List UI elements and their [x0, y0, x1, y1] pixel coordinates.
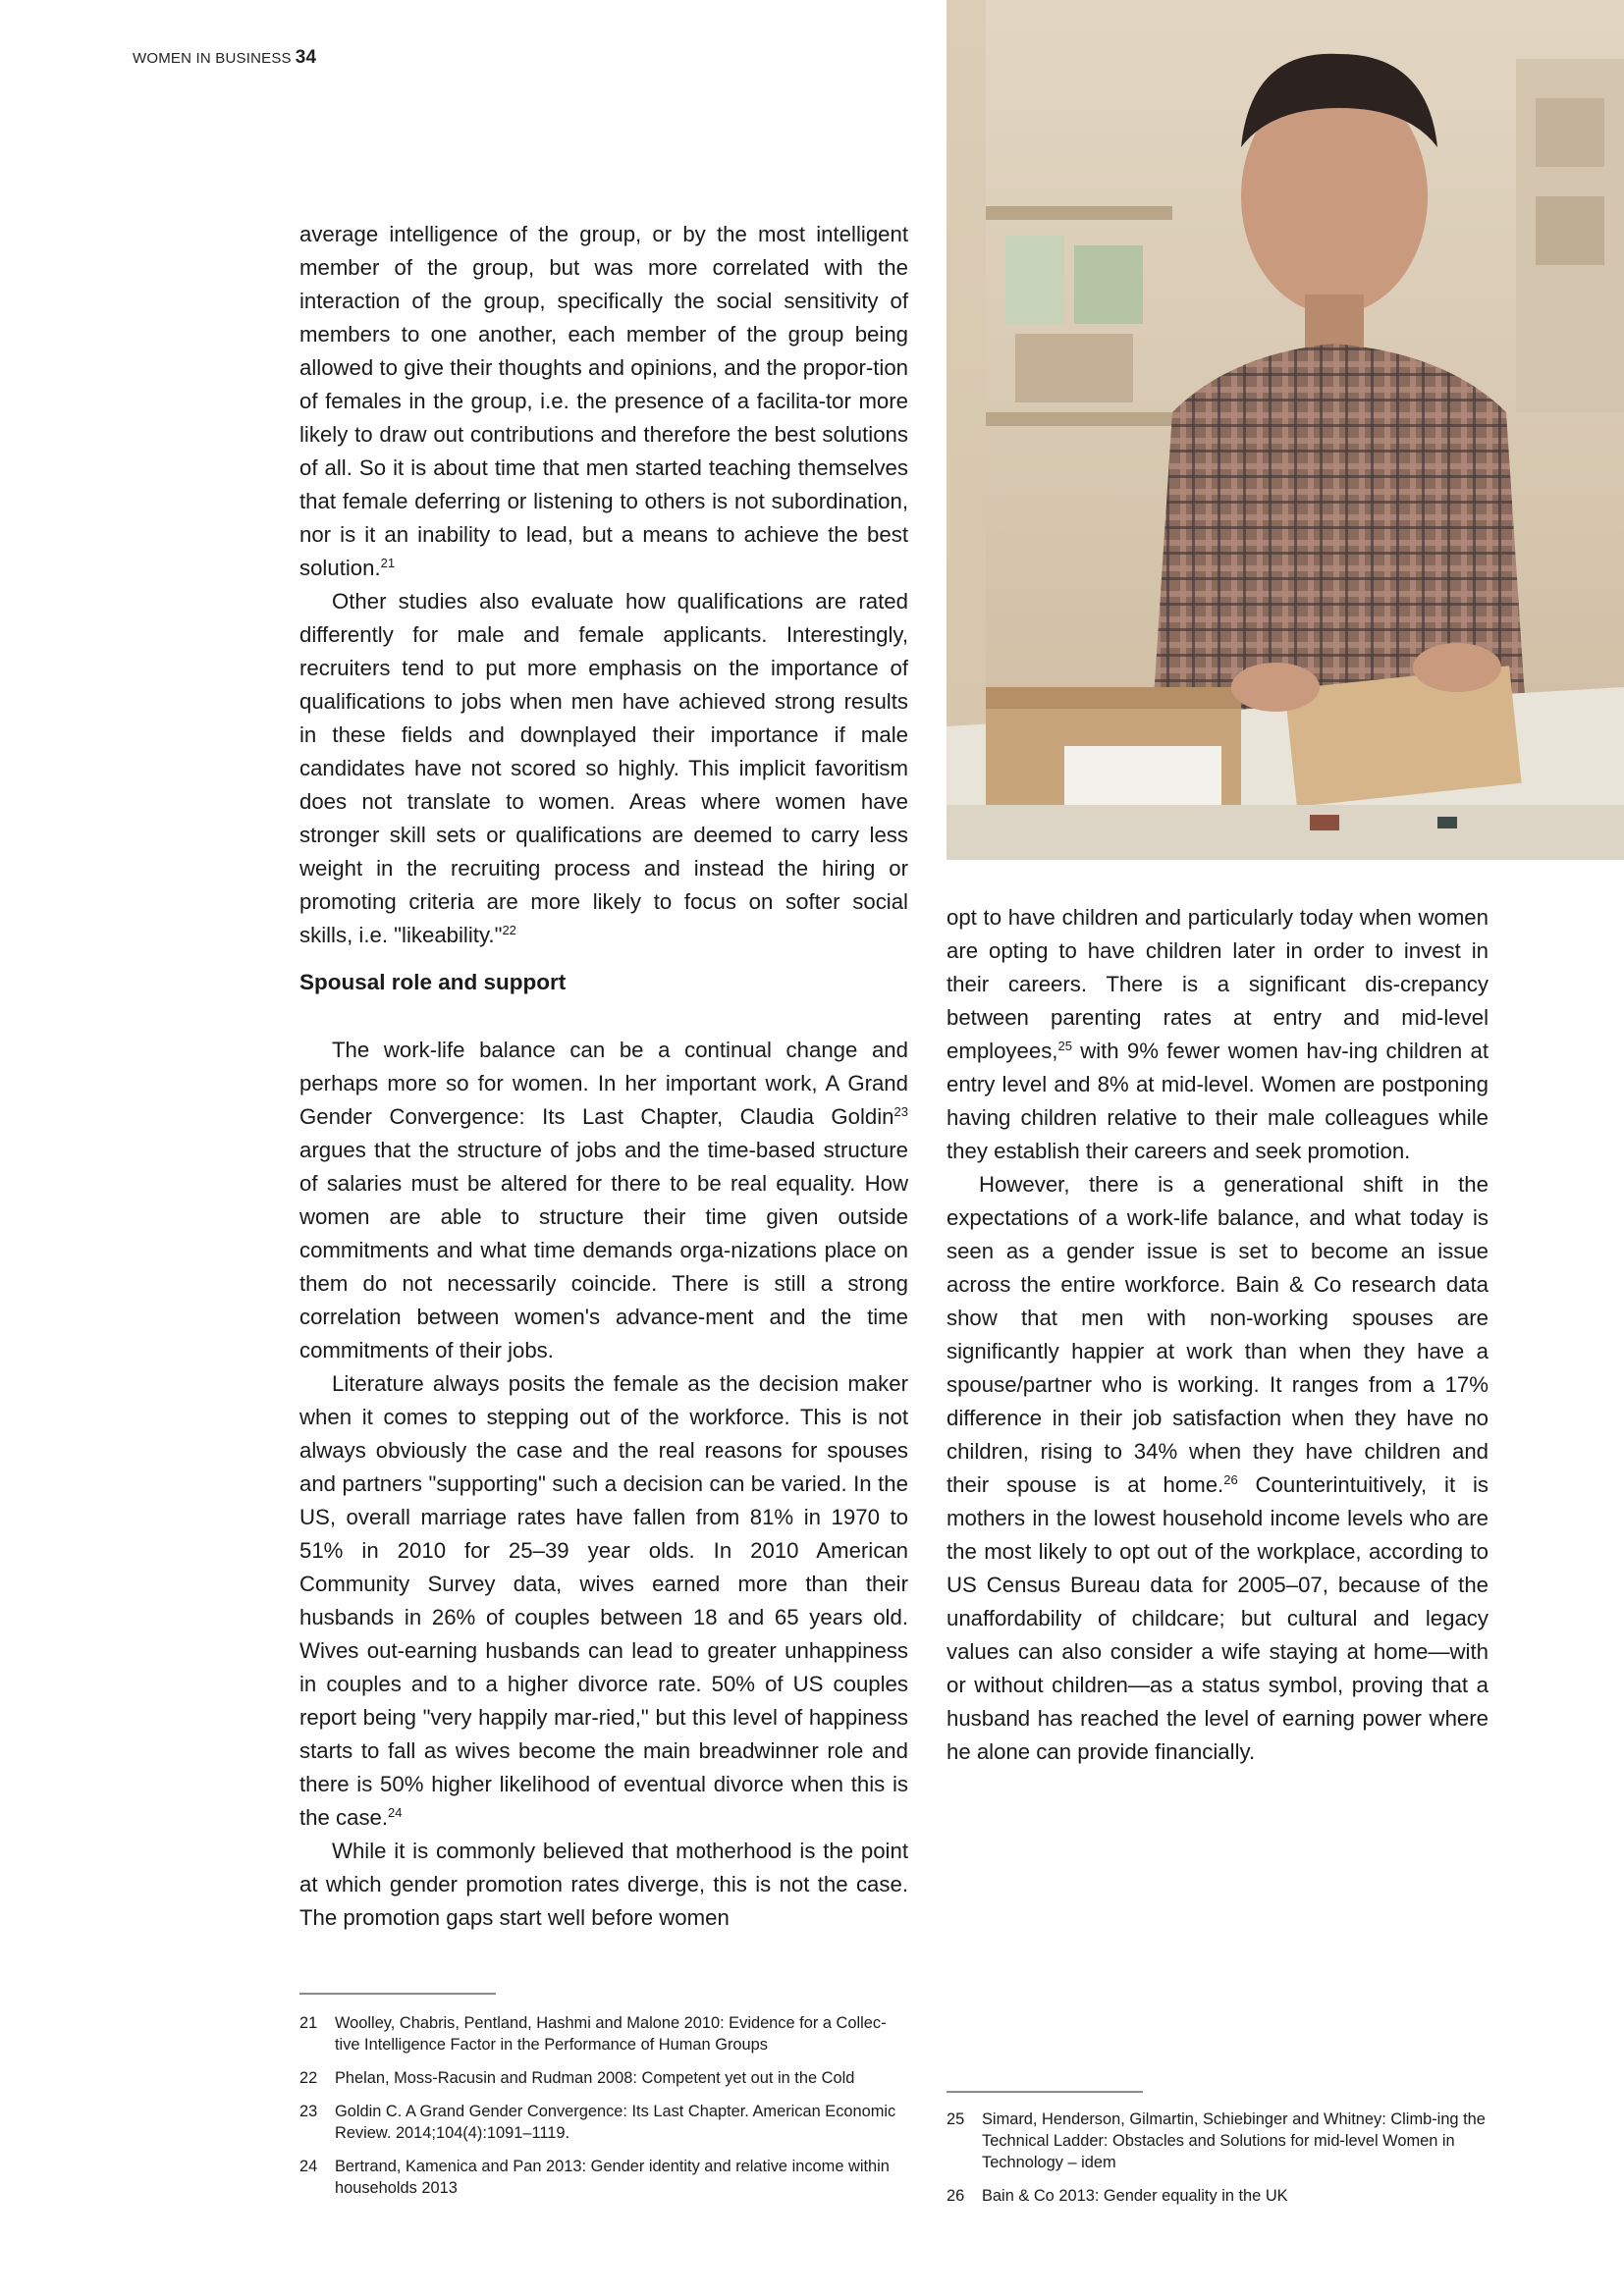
header-title: WOMEN IN BUSINESS — [133, 50, 292, 67]
footnote-divider-right — [947, 2091, 1143, 2093]
paragraph-text: Other studies also evaluate how qualifications are rated differently for male and female applicants. Interestingly, recruiters tend to put more emphasis on the importance of qualifications to jobs when men have achieved strong results in these fields and downplayed their importance if male candidates have not scored so highly. This implicit favoritism does not translate to women. Areas where women have stronger skill sets or qualifications are deemed to carry less weight in the recruiting process and instead the hiring or promoting criteria are more likely to focus on softer social skills, i.e. "likeability." — [299, 589, 908, 947]
footnote — [299, 2067, 908, 2089]
paragraph — [299, 1367, 908, 1835]
footnote-ref[interactable]: 25 — [1057, 1039, 1072, 1053]
footnote-number: 23 — [299, 2103, 318, 2120]
paragraph-text: However, there is a generational shift in the expectations of a work-life balance, and what today is seen as a gender issue is set to become an issue across the entire workforce. Bain & Co research data show that men with non-working spouses are significantly happier at work than when they have a spouse/partner who is working. It ranges from a 17% difference in their job satisfaction when they have no children, rising to 34% when they have children and their spouse is at home. — [947, 1172, 1489, 1497]
footnote-number: 22 — [299, 2069, 318, 2087]
paragraph — [299, 1835, 908, 1935]
footnote-text: Woolley, Chabris, Pentland, Hashmi and Malone 2010: Evidence for a Collec-tive Intelligence Factor in the Performance of Human Groups — [335, 2014, 887, 2054]
page-number: 34 — [295, 47, 317, 68]
left-column-top — [299, 218, 908, 952]
footnote-text: Goldin C. A Grand Gender Convergence: Its Last Chapter. American Economic Review. 2014;104(4):1091–1119. — [335, 2103, 896, 2142]
paragraph-text: The work-life balance can be a continual change and perhaps more so for women. In her important work, A Grand Gender Convergence: Its Last Chapter, Claudia Goldin — [299, 1038, 908, 1129]
footnote-number: 25 — [947, 2110, 965, 2128]
footnote-divider-left — [299, 1993, 496, 1995]
footnote-text: Phelan, Moss-Racusin and Rudman 2008: Competent yet out in the Cold — [335, 2069, 855, 2087]
paragraph-text: with 9% fewer women hav-ing children at entry level and 8% at mid-level. Women are postponing having children relative to their male colleagues while they establish their careers and seek promotion. — [947, 1039, 1489, 1163]
paragraph-text: Literature always posits the female as the decision maker when it comes to stepping out of the workforce. This is not always obviously the case and the real reasons for spouses and partners "supporting" such a decision can be varied. In the US, overall marriage rates have fallen from 81% in 1970 to 51% in 2010 for 25–39 year olds. In 2010 American Community Survey data, wives earned more than their husbands in 26% of couples between 18 and 65 years old. Wives out-earning husbands can lead to greater unhappiness in couples and to a higher divorce rate. 50% of US couples report being "very happily mar-ried," but this level of happiness starts to fall as wives become the main breadwinner role and there is 50% higher likelihood of eventual divorce when this is the case. — [299, 1371, 908, 1830]
footnote-ref[interactable]: 26 — [1223, 1472, 1238, 1487]
footnote-text: Simard, Henderson, Gilmartin, Schiebinger and Whitney: Climb-ing the Technical Ladder: Obstacles and Solutions for mid-level Women in Technology – idem — [982, 2110, 1486, 2171]
footnote-text: Bain & Co 2013: Gender equality in the UK — [982, 2187, 1288, 2205]
footnotes-right — [947, 2109, 1489, 2218]
paragraph-text: argues that the structure of jobs and the time-based structure of salaries must be altered for there to be real equality. How women are able to structure their time given outside commitments and what time demands orga-nizations place on them do not necessarily coincide. There is still a strong correlation between women's advance-ment and the time commitments of their jobs. — [299, 1138, 908, 1362]
paragraph — [299, 1034, 908, 1367]
footnote-ref[interactable]: 21 — [380, 556, 396, 570]
section-heading: Spousal role and support — [299, 970, 567, 994]
footnote-number: 21 — [299, 2014, 318, 2032]
footnote — [299, 2012, 908, 2056]
footnote-ref[interactable]: 23 — [893, 1104, 908, 1119]
footnotes-left — [299, 2012, 908, 2211]
paragraph — [947, 1168, 1489, 1769]
paragraph — [299, 218, 908, 585]
right-column — [947, 901, 1489, 1769]
footnote — [299, 2101, 908, 2144]
paragraph-text: Counterintuitively, it is mothers in the lowest household income levels who are the most likely to opt out of the workplace, according to US Census Bureau data for 2005–07, because of the unaffordability of childcare; but cultural and legacy values can also consider a wife staying at home—with or without children—as a status symbol, proving that a husband has reached the level of earning power where he alone can provide financially. — [947, 1472, 1489, 1764]
man-packing-box-photo — [947, 0, 1624, 860]
footnote — [947, 2109, 1489, 2173]
left-column-main — [299, 1034, 908, 1935]
footnote — [299, 2156, 908, 2199]
photo-illustration — [947, 0, 1624, 860]
footnote — [947, 2185, 1489, 2207]
paragraph-text: average intelligence of the group, or by the most intelligent member of the group, but was more correlated with the interaction of the group, specifically the social sensitivity of members to one another, each member of the group being allowed to give their thoughts and opinions, and the propor-tion of females in the group, i.e. the presence of a facilita-tor more likely to draw out contributions and therefore the best solutions of all. So it is about time that men started teaching themselves that female deferring or listening to others is not subordination, nor is it an inability to lead, but a means to achieve the best solution. — [299, 222, 908, 580]
footnote-number: 26 — [947, 2187, 965, 2205]
running-header — [133, 47, 316, 69]
footnote-ref[interactable]: 22 — [502, 923, 516, 937]
footnote-ref[interactable]: 24 — [388, 1805, 403, 1820]
paragraph-text: While it is commonly believed that motherhood is the point at which gender promotion rates diverge, this is not the case. The promotion gaps start well before women — [299, 1839, 908, 1930]
footnote-text: Bertrand, Kamenica and Pan 2013: Gender identity and relative income within households 2013 — [335, 2158, 890, 2197]
paragraph-text: opt to have children and particularly today when women are opting to have children later in order to invest in their careers. There is a significant dis-crepancy between parenting rates at entry and mid-level employees, — [947, 905, 1489, 1063]
paragraph — [299, 585, 908, 952]
footnote-number: 24 — [299, 2158, 318, 2175]
paragraph — [947, 901, 1489, 1168]
